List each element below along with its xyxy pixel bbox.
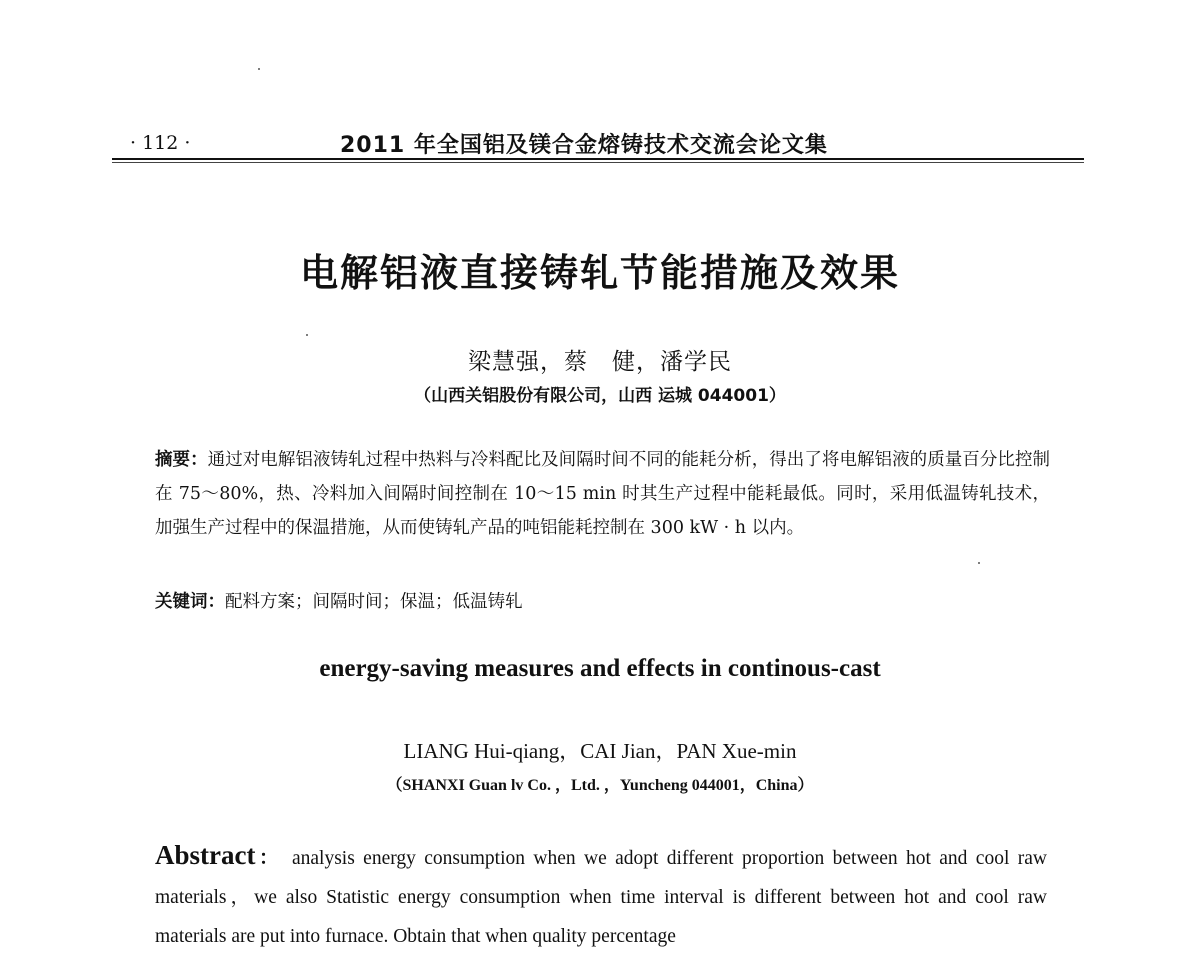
header-rule-thin [112,162,1084,163]
keywords-cn [155,585,1050,619]
running-title: 2011 年全国铝及镁合金熔铸技术交流会论文集 [340,133,828,158]
keywords-cn-text: 配料方案；间隔时间；保温；低温铸轧 [225,592,523,612]
abstract-cn [155,443,1050,545]
authors-en: LIANG Hui-qiang，CAI Jian，PAN Xue-min [403,739,797,763]
scan-speck [978,562,980,564]
page-number: · 112 · [130,132,191,154]
abstract-en-text: analysis energy consumption when we adopt different proportion between hot and cool raw materials，we also Statistic energy consumption when time interval is different between hot and cool raw materials are put into furnace. Obtain that when quality percentage [155,848,1047,947]
abstract-en-separator: ： [255,848,282,869]
paper-title-cn: 电解铝液直接铸轧节能措施及效果 [299,250,900,295]
keywords-cn-label: 关键词： [155,592,225,612]
affiliation-en: （SHANXI Guan lv Co. ，Ltd. ，Yuncheng 044001，China） [386,777,814,794]
affiliation-cn: （山西关铝股份有限公司，山西 运城 044001） [414,386,786,406]
authors-cn: 梁慧强，蔡 健，潘学民 [468,349,732,375]
abstract-cn-label: 摘要： [155,450,208,470]
abstract-cn-text: 通过对电解铝液铸轧过程中热料与冷料配比及间隔时间不同的能耗分析，得出了将电解铝液的质量百分比控制在 75～80%，热、冷料加入间隔时间控制在 10～15 min 时其生产过程中能耗最低。同时，采用低温铸轧技术，加强生产过程中的保温措施，从而使铸轧产品的吨铝能耗控制在 300 kW · h 以内。 [155,450,1051,538]
abstract-en [155,836,1047,956]
scan-speck [258,68,260,70]
header-rule [112,158,1084,160]
paper-title-en: energy-saving measures and effects in continous-cast [319,655,881,682]
abstract-en-label: Abstract [155,840,256,870]
scan-speck [306,334,308,336]
